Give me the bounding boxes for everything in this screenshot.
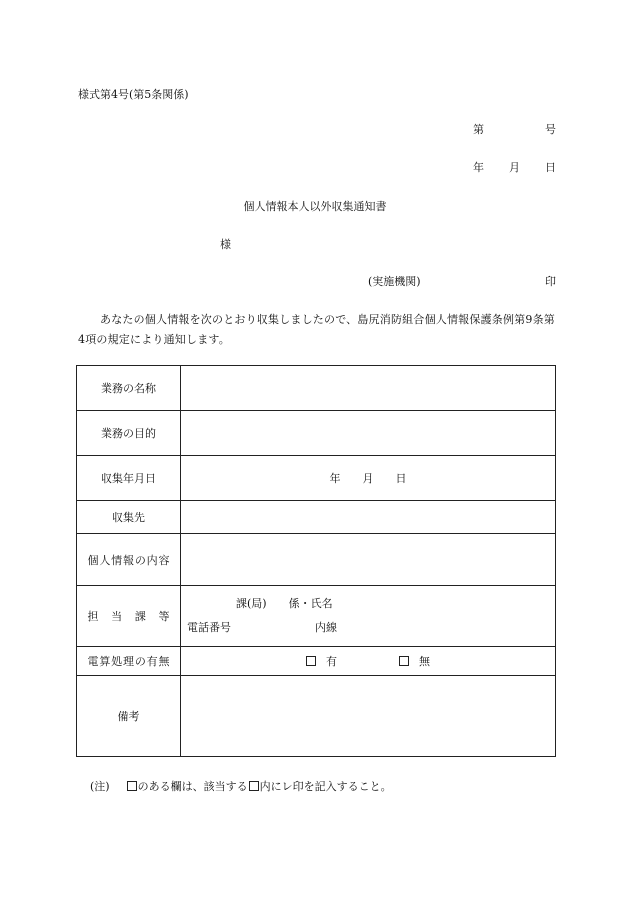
checkbox-icon: [127, 781, 137, 791]
computer-processing-label: 電算処理の有無: [77, 647, 181, 676]
seal-label: 印: [545, 275, 556, 288]
table-row: [77, 501, 556, 534]
form-number: 様式第4号(第5条関係): [78, 88, 189, 101]
table-row: [77, 676, 556, 757]
computer-processing-field: [181, 647, 556, 676]
business-purpose-field[interactable]: [181, 411, 556, 456]
footnote-prefix: (注): [90, 780, 110, 793]
table-row: [77, 411, 556, 456]
business-name-label: 業務の名称: [77, 366, 181, 411]
document-title: 個人情報本人以外収集通知書: [243, 200, 387, 213]
collection-date-day: 日: [395, 472, 407, 485]
staff-line-phone: [181, 616, 555, 640]
staff-phone-label: 電話番号: [187, 621, 231, 634]
staff-division-label: 課(局): [236, 597, 267, 610]
option-yes[interactable]: 有: [306, 655, 337, 668]
footnote-part1: のある欄は、該当する: [137, 780, 248, 793]
option-no[interactable]: 無: [399, 655, 430, 668]
collection-date-label: 収集年月日: [77, 456, 181, 501]
date-year-label: 年: [473, 161, 484, 174]
staff-line-division: [181, 592, 555, 616]
table-row: [77, 534, 556, 586]
collection-source-field[interactable]: [181, 501, 556, 534]
table-row: [77, 456, 556, 501]
info-content-field[interactable]: [181, 534, 556, 586]
agency-label: (実施機関): [368, 275, 421, 288]
staff-field[interactable]: [181, 586, 556, 647]
business-name-field[interactable]: [181, 366, 556, 411]
remarks-label: 備考: [77, 676, 181, 757]
remarks-field[interactable]: [181, 676, 556, 757]
checkbox-no-icon[interactable]: [399, 656, 409, 666]
collection-date-month: 月: [362, 472, 374, 485]
date-day-label: 日: [545, 161, 556, 174]
info-table: [76, 365, 556, 757]
collection-date-field[interactable]: [181, 456, 556, 501]
staff-name-label: 係・氏名: [288, 597, 333, 610]
document-number-suffix: 号: [545, 123, 556, 136]
business-purpose-label: 業務の目的: [77, 411, 181, 456]
staff-extension-label: 内線: [315, 621, 337, 634]
checkbox-icon: [249, 781, 259, 791]
footnote: [90, 778, 392, 794]
addressee-suffix: 様: [220, 238, 231, 251]
table-row: [77, 586, 556, 647]
date-month-label: 月: [509, 161, 520, 174]
collection-date-year: 年: [329, 472, 341, 485]
body-text: あなたの個人情報を次のとおり収集しましたので、島尻消防組合個人情報保護条例第9条第4項の規定により通知します。: [78, 313, 555, 346]
checkbox-yes-icon[interactable]: [306, 656, 316, 666]
footnote-part2: 内にレ印を記入すること。: [259, 780, 392, 793]
table-row: [77, 647, 556, 676]
collection-source-label: 収集先: [77, 501, 181, 534]
staff-label: 担当課等: [77, 586, 181, 647]
table-row: [77, 366, 556, 411]
info-content-label: 個人情報の内容: [77, 534, 181, 586]
document-number-prefix: 第: [473, 123, 484, 136]
